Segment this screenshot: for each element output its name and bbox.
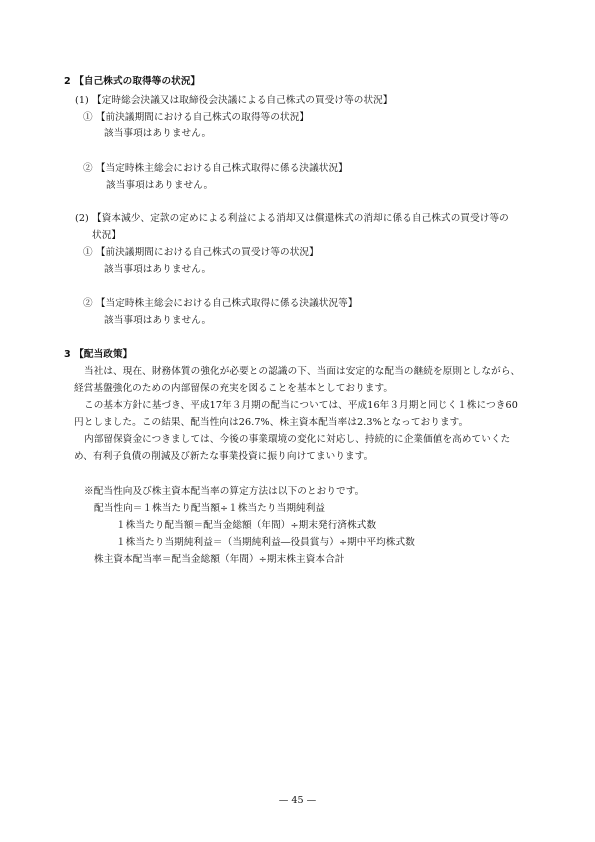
dividend-policy-para1-line1: 当社は、現在、財務体質の強化が必要との認識の下、当面は安定的な配当の継続を原則としながら、 [84,366,521,377]
item-1-1-heading: ① 【前決議期間における自己株式の取得等の状況】 [83,112,310,123]
item-2-2-text: 該当事項はありません。 [104,315,212,326]
item-1-1-text: 該当事項はありません。 [104,128,212,139]
item-2-1-text: 該当事項はありません。 [104,264,212,275]
page-number: — 45 — [278,795,317,806]
dividend-policy-para2-line2: 円としました。この結果、配当性向は26.7%、株主資本配当率は2.3%となっております。 [74,417,469,428]
section-2-heading: 2 【自己株式の取得等の状況】 [64,76,201,87]
formula-dividend-per-share: １株当たり配当額＝配当金総額（年間）÷期末発行済株式数 [116,520,377,531]
subsection-1-heading: (1) 【定時総会決議又は取締役会決議による自己株式の買受け等の状況】 [75,95,393,106]
calculation-note-intro: ※配当性向及び株主資本配当率の算定方法は以下のとおりです。 [84,486,365,497]
dividend-policy-para3-line2: め、有利子負債の削減及び新たな事業投資に振り向けてまいります。 [74,451,374,462]
dividend-policy-para3-line1: 内部留保資金につきましては、今後の事業環境の変化に対応し、持続的に企業価値を高めていくた [84,434,511,445]
dividend-policy-para2-line1: この基本方針に基づき、平成17年３月期の配当については、平成16年３月期と同じく１株につき60 [84,400,518,411]
formula-doe: 株主資本配当率＝配当金総額（年間）÷期末株主資本合計 [94,554,345,565]
item-1-2-text: 該当事項はありません。 [106,180,214,191]
formula-payout-ratio: 配当性向＝１株当たり配当額÷１株当たり当期純利益 [94,503,326,514]
item-1-2-heading: ② 【当定時株主総会における自己株式取得に係る決議状況】 [83,163,348,174]
item-2-1-heading: ① 【前決議期間における自己株式の買受け等の状況】 [83,247,319,258]
item-2-2-heading: ② 【当定時株主総会における自己株式取得に係る決議状況等】 [83,298,358,309]
subsection-2-heading-line2: 状況】 [92,230,122,241]
subsection-2-heading-line1: (2) 【資本減少、定款の定めによる利益による消却又は償還株式の消却に係る自己株式の買受け等の [75,213,509,224]
formula-eps: １株当たり当期純利益＝（当期純利益―役員賞与）÷期中平均株式数 [116,537,415,548]
section-3-heading: 3 【配当政策】 [64,349,133,360]
dividend-policy-para1-line2: 経営基盤強化のための内部留保の充実を図ることを基本としております。 [74,383,394,394]
